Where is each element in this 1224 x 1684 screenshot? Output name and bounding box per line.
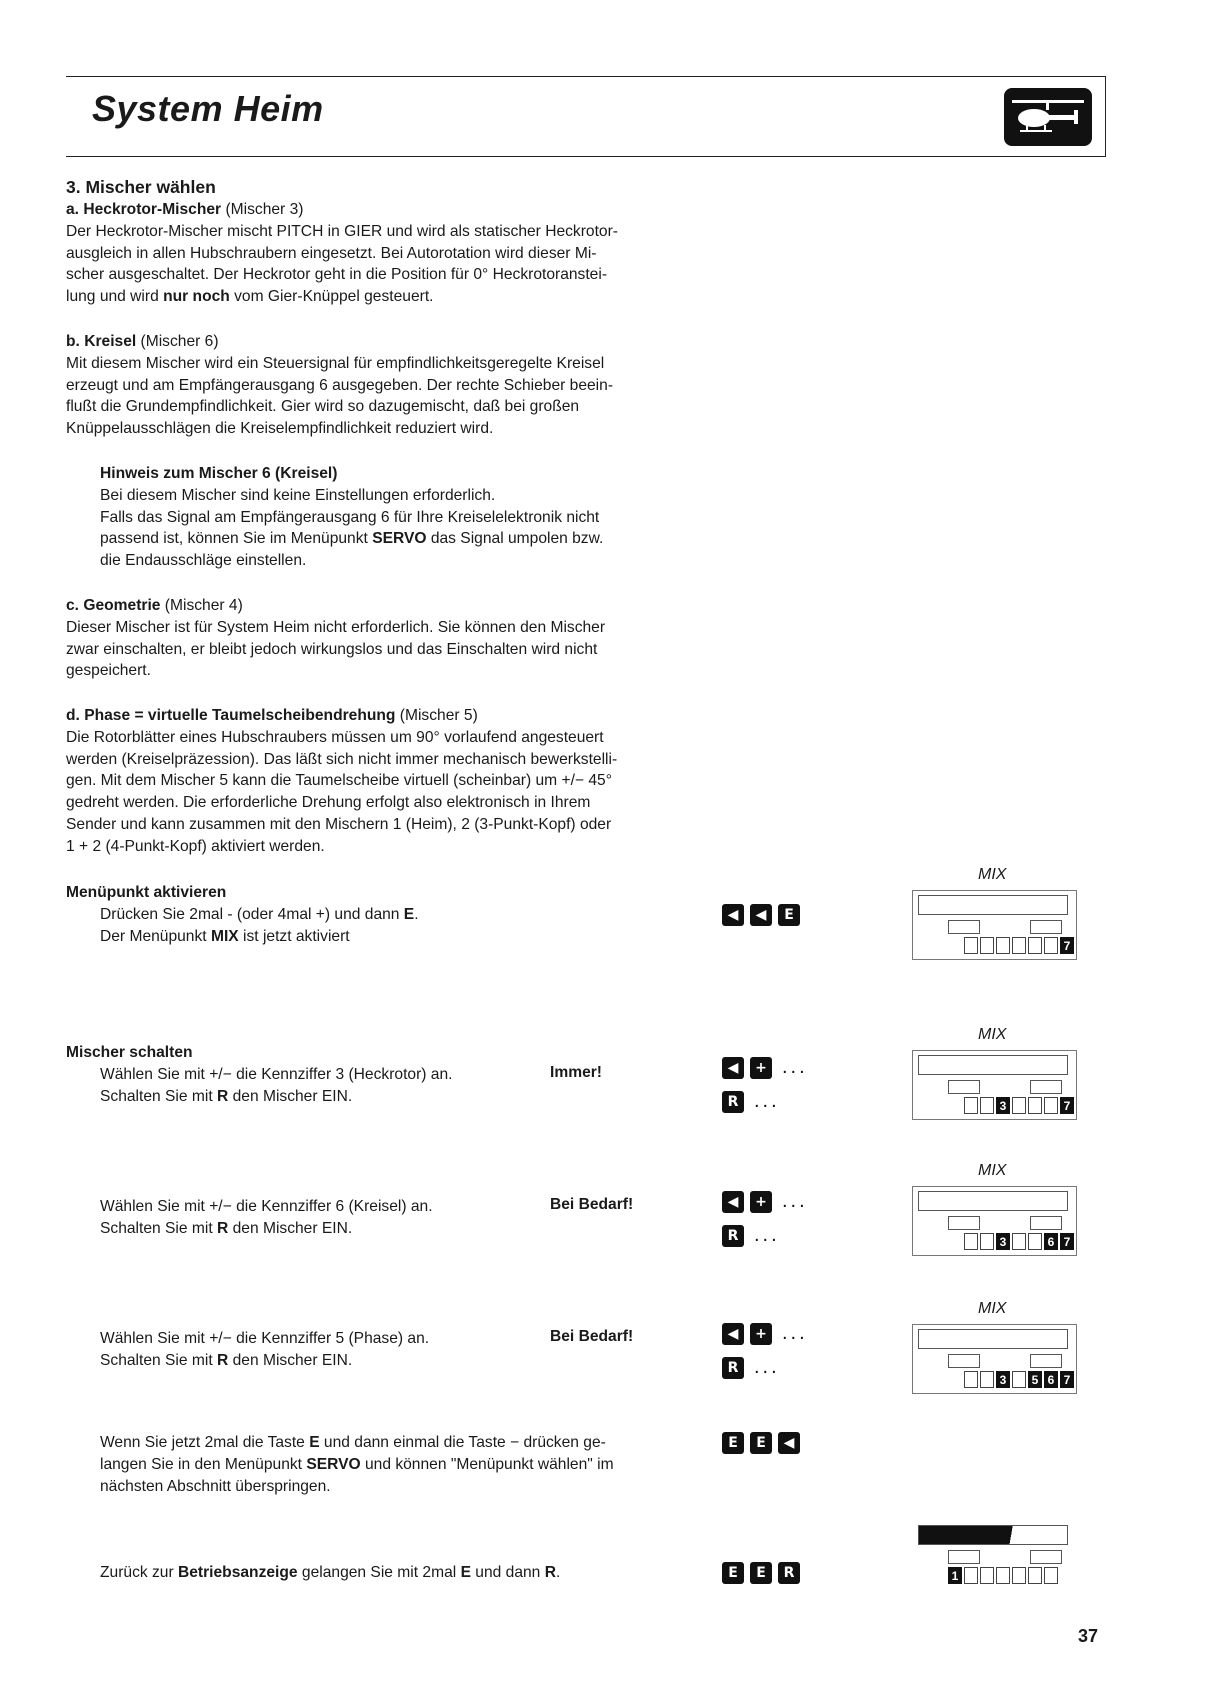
switch-step-3	[100, 1328, 540, 1372]
lcd-digit	[980, 937, 994, 954]
text-line: Dieser Mischer ist für System Heim nicht erforderlich. Sie können den Mischer	[66, 618, 606, 636]
text-span: den Mischer EIN.	[228, 1087, 353, 1105]
plus-key: +	[750, 1191, 772, 1213]
lcd-digit	[980, 1233, 994, 1250]
kreisel-title-line	[66, 331, 706, 353]
lcd-digit-6: 6	[1044, 1233, 1058, 1250]
ellipsis: ...	[782, 1322, 808, 1344]
emphasis: E	[403, 906, 415, 923]
lcd-digit	[1012, 1233, 1026, 1250]
header-right-rule	[1105, 77, 1106, 157]
e-key: E	[722, 1562, 744, 1584]
text-span: vom Gier-Knüppel gesteuert.	[229, 288, 434, 306]
activate-text	[100, 904, 696, 948]
lcd-digit	[964, 1233, 978, 1250]
note-if-needed: Bei Bedarf!	[550, 1328, 634, 1345]
plus-key: +	[750, 1323, 772, 1345]
phase-suffix: (Mischer 5)	[395, 707, 478, 724]
ellipsis: ...	[782, 1190, 808, 1212]
lcd-digit	[1044, 1567, 1058, 1584]
lcd-digit	[996, 1567, 1010, 1584]
page-title: System Heim	[92, 88, 324, 129]
header-top-rule	[66, 76, 1106, 77]
lcd-digit	[980, 1371, 994, 1388]
emphasis: E	[460, 1564, 471, 1581]
key-sequence-step-1b	[722, 1090, 780, 1113]
lcd-bar	[918, 1055, 1068, 1075]
lcd-display-mix	[912, 1162, 1077, 1256]
minus-key: ◀	[722, 1057, 744, 1079]
lcd-digit	[980, 1097, 994, 1114]
activate-heading: Menüpunkt aktivieren	[66, 884, 227, 901]
text-span: Drücken Sie 2mal - (oder 4mal +) und dann	[100, 906, 404, 923]
lcd-box	[948, 1080, 980, 1094]
lcd-display-mix	[912, 1026, 1077, 1120]
text-line: Knüppelausschlägen die Kreiselempfindlichkeit reduziert wird.	[66, 420, 494, 438]
text-line	[100, 1562, 696, 1584]
text-line: 1 + 2 (4-Punkt-Kopf) aktiviert werden.	[66, 837, 325, 855]
lcd-display-mix	[912, 1300, 1077, 1394]
text-span: .	[555, 1564, 561, 1581]
text-span: und können "Menüpunkt wählen" im	[360, 1455, 614, 1473]
lcd-mix-label: MIX	[978, 1026, 1007, 1043]
ellipsis: ...	[754, 1224, 780, 1246]
lcd-digit	[1012, 937, 1026, 954]
text-line: Die Rotorblätter eines Hubschraubers müssen um 90° vorlaufend angesteuert	[66, 728, 604, 746]
key-sequence-activate	[722, 904, 800, 926]
r-key: R	[722, 1357, 744, 1379]
note-always: Immer!	[550, 1064, 602, 1081]
servo-text	[100, 1432, 696, 1497]
text-line: Wählen Sie mit +/− die Kennziffer 6 (Kreisel) an.	[100, 1198, 433, 1215]
lcd-mix-label: MIX	[978, 866, 1007, 883]
lcd-digit-5: 5	[1028, 1371, 1042, 1388]
lcd-digit-1: 1	[948, 1567, 962, 1584]
lcd-box	[1030, 920, 1062, 934]
minus-key: ◀	[778, 1432, 800, 1454]
switch-step-1	[100, 1064, 540, 1108]
geometrie-title: c. Geometrie	[66, 597, 161, 614]
e-key: E	[722, 1432, 744, 1454]
text-span: Schalten Sie mit	[100, 1219, 218, 1237]
lcd-mix-label: MIX	[978, 1300, 1007, 1317]
lcd-digit-7: 7	[1060, 1097, 1074, 1114]
text-span: .	[414, 906, 419, 923]
lcd-digit	[996, 937, 1010, 954]
key-sequence-step-3b	[722, 1356, 780, 1379]
text-span: langen Sie in den Menüpunkt	[100, 1455, 307, 1473]
emphasis: SERVO	[372, 530, 427, 548]
text-line: Der Heckrotor-Mischer mischt PITCH in GIER und wird als statischer Heckrotor-	[66, 222, 618, 240]
text-line: ausgleich in allen Hubschraubern eingesetzt. Bei Autorotation wird dieser Mi-	[66, 244, 597, 262]
minus-key: ◀	[722, 1191, 744, 1213]
text-line: gedreht werden. Die erforderliche Drehung erfolgt also elektronisch in Ihrem	[66, 794, 591, 812]
lcd-digit	[964, 1371, 978, 1388]
emphasis: SERVO	[306, 1455, 361, 1473]
text-span: den Mischer EIN.	[228, 1219, 353, 1237]
text-line: scher ausgeschaltet. Der Heckrotor geht in die Position für 0° Heckrotoranstei-	[66, 266, 608, 284]
lcd-digit-7: 7	[1060, 1371, 1074, 1388]
heckrotor-suffix: (Mischer 3)	[221, 201, 304, 218]
header-bottom-rule	[66, 156, 1106, 157]
lcd-display-operating	[912, 1520, 1077, 1590]
heckrotor-title: a. Heckrotor-Mischer	[66, 201, 222, 218]
text-span: passend ist, können Sie im Menüpunkt	[100, 530, 373, 548]
text-span: den Mischer EIN.	[228, 1351, 353, 1369]
ellipsis: ...	[782, 1056, 808, 1078]
lcd-bar	[918, 895, 1068, 915]
lcd-box	[1030, 1550, 1062, 1564]
emphasis: MIX	[210, 927, 239, 945]
phase-title: d. Phase = virtuelle Taumelscheibendrehung	[66, 707, 396, 724]
text-line: Wählen Sie mit +/− die Kennziffer 3 (Heckrotor) an.	[100, 1066, 453, 1083]
lcd-digit	[1028, 1567, 1042, 1584]
e-key: E	[750, 1562, 772, 1584]
ellipsis: ...	[754, 1090, 780, 1112]
key-sequence-step-2a	[722, 1190, 808, 1213]
text-line: nächsten Abschnitt überspringen.	[100, 1477, 331, 1495]
lcd-digit-3: 3	[996, 1097, 1010, 1114]
lcd-digit	[1012, 1567, 1026, 1584]
minus-key: ◀	[722, 904, 744, 926]
ellipsis: ...	[754, 1356, 780, 1378]
lcd-box	[948, 920, 980, 934]
text-span: und dann einmal die Taste − drücken ge-	[319, 1434, 606, 1451]
key-sequence-step-1a	[722, 1056, 808, 1079]
lcd-digit	[1028, 937, 1042, 954]
text-line	[100, 926, 696, 948]
lcd-digit-7: 7	[1060, 1233, 1074, 1250]
text-line	[100, 1086, 540, 1108]
text-line	[100, 1432, 696, 1454]
text-line	[100, 528, 696, 550]
text-span: Schalten Sie mit	[100, 1087, 218, 1105]
lcd-box	[948, 1354, 980, 1368]
kreisel-suffix: (Mischer 6)	[136, 333, 219, 350]
paragraph-geometrie	[66, 595, 706, 682]
text-line	[100, 1350, 540, 1372]
lcd-digit	[1028, 1097, 1042, 1114]
paragraph-heckrotor	[66, 199, 706, 308]
text-line: zwar einschalten, er bleibt jedoch wirkungslos und das Einschalten wird nicht	[66, 640, 598, 658]
plus-key: +	[750, 1057, 772, 1079]
e-key: E	[778, 904, 800, 926]
lcd-digit-3: 3	[996, 1371, 1010, 1388]
text-span: das Signal umpolen bzw.	[426, 530, 604, 548]
text-line: Bei diesem Mischer sind keine Einstellungen erforderlich.	[100, 486, 496, 504]
text-line: gespeichert.	[66, 662, 151, 680]
minus-key: ◀	[750, 904, 772, 926]
lcd-digit	[964, 1567, 978, 1584]
text-line: Wählen Sie mit +/− die Kennziffer 5 (Phase) an.	[100, 1330, 430, 1347]
minus-key: ◀	[722, 1323, 744, 1345]
text-span: Schalten Sie mit	[100, 1351, 218, 1369]
key-sequence-step-2b	[722, 1224, 780, 1247]
key-sequence-servo	[722, 1432, 800, 1454]
text-span: Wenn Sie jetzt 2mal die Taste	[100, 1434, 310, 1451]
activate-title	[66, 882, 706, 904]
switch-step-2	[100, 1196, 540, 1240]
text-line: erzeugt und am Empfängerausgang 6 ausgegeben. Der rechte Schieber beein-	[66, 376, 614, 394]
emphasis: R	[217, 1219, 229, 1237]
lcd-bar	[918, 1329, 1068, 1349]
hint-title: Hinweis zum Mischer 6 (Kreisel)	[100, 465, 338, 482]
e-key: E	[750, 1432, 772, 1454]
lcd-box	[1030, 1216, 1062, 1230]
emphasis: Betriebsanzeige	[177, 1564, 298, 1581]
key-sequence-step-3a	[722, 1322, 808, 1345]
switch-title	[66, 1042, 706, 1064]
r-key: R	[778, 1562, 800, 1584]
lcd-digit	[1044, 937, 1058, 954]
text-span: und dann	[470, 1564, 545, 1581]
text-span: Der Menüpunkt	[100, 927, 211, 945]
lcd-digit	[964, 1097, 978, 1114]
lcd-digit-3: 3	[996, 1233, 1010, 1250]
lcd-digit	[1012, 1371, 1026, 1388]
text-line: werden (Kreiselpräzession). Das läßt sich nicht immer mechanisch bewerkstelli-	[66, 750, 618, 768]
emphasis: R	[217, 1351, 229, 1369]
text-line: gen. Mit dem Mischer 5 kann die Taumelscheibe virtuell (scheinbar) um +/− 45°	[66, 772, 612, 790]
section-heading: 3. Mischer wählen	[66, 177, 216, 197]
lcd-digit	[1044, 1097, 1058, 1114]
heckrotor-title-line	[66, 199, 706, 221]
text-line	[100, 1454, 696, 1476]
lcd-digit	[964, 937, 978, 954]
lcd-bar	[918, 1525, 1068, 1545]
lcd-digit-7: 7	[1060, 937, 1074, 954]
lcd-box	[1030, 1080, 1062, 1094]
paragraph-kreisel	[66, 331, 706, 440]
phase-title-line	[66, 705, 706, 727]
emphasis: nur noch	[163, 288, 230, 306]
key-sequence-back	[722, 1562, 800, 1584]
text-line: Falls das Signal am Empfängerausgang 6 für Ihre Kreiselelektronik nicht	[100, 508, 600, 526]
emphasis: E	[309, 1434, 320, 1451]
text-line	[100, 1218, 540, 1240]
lcd-box	[948, 1550, 980, 1564]
lcd-digit-6: 6	[1044, 1371, 1058, 1388]
lcd-digit	[1028, 1233, 1042, 1250]
geometrie-suffix: (Mischer 4)	[160, 597, 243, 614]
hint-box	[100, 463, 696, 572]
lcd-digit	[980, 1567, 994, 1584]
text-line: die Endausschläge einstellen.	[100, 552, 307, 570]
emphasis: R	[217, 1087, 229, 1105]
text-line: flußt die Grundempfindlichkeit. Gier wird so dazugemischt, daß bei großen	[66, 398, 580, 416]
r-key: R	[722, 1225, 744, 1247]
text-span: gelangen Sie mit 2mal	[297, 1564, 461, 1581]
back-text	[100, 1562, 696, 1584]
text-span: lung und wird	[66, 288, 164, 306]
note-if-needed: Bei Bedarf!	[550, 1196, 634, 1213]
lcd-box	[948, 1216, 980, 1230]
lcd-display-mix	[912, 866, 1077, 960]
page-number: 37	[1078, 1626, 1099, 1646]
text-line: Sender und kann zusammen mit den Mischern 1 (Heim), 2 (3-Punkt-Kopf) oder	[66, 815, 612, 833]
text-line	[66, 286, 706, 308]
lcd-digit	[1012, 1097, 1026, 1114]
lcd-box	[1030, 1354, 1062, 1368]
kreisel-title: b. Kreisel	[66, 333, 137, 350]
r-key: R	[722, 1091, 744, 1113]
lcd-bar	[918, 1191, 1068, 1211]
emphasis: R	[544, 1564, 556, 1581]
text-span: ist jetzt aktiviert	[238, 927, 350, 945]
switch-heading: Mischer schalten	[66, 1044, 193, 1061]
text-span: Zurück zur	[100, 1564, 178, 1581]
paragraph-phase	[66, 705, 706, 858]
lcd-mix-label: MIX	[978, 1162, 1007, 1179]
text-line	[100, 904, 696, 926]
helicopter-icon	[1004, 88, 1092, 146]
geometrie-title-line	[66, 595, 706, 617]
text-line: Mit diesem Mischer wird ein Steuersignal für empfindlichkeitsgeregelte Kreisel	[66, 354, 605, 372]
